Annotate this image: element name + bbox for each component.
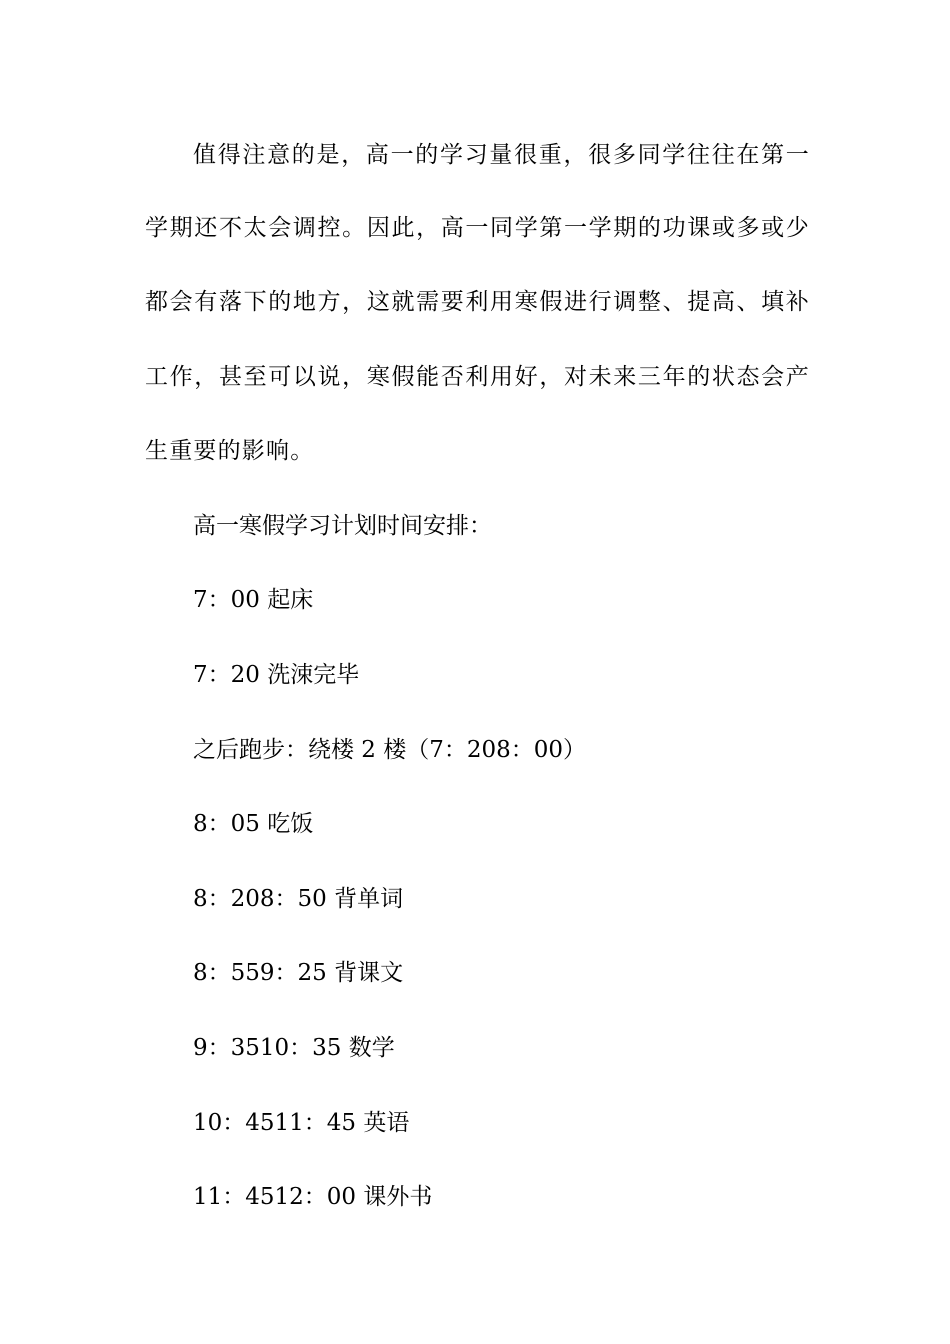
schedule-item: 10：4511：45 英语 bbox=[193, 1110, 410, 1136]
schedule-item: 7：00 起床 bbox=[193, 587, 314, 613]
paragraph-line-1: 值得注意的是，高一的学习量很重，很多同学往往在第一 bbox=[193, 142, 810, 168]
schedule-item: 11：4512：00 课外书 bbox=[193, 1184, 433, 1210]
paragraph-line-2: 学期还不太会调控。因此，高一同学第一学期的功课或多或少 bbox=[145, 215, 810, 241]
schedule-item: 8：208：50 背单词 bbox=[193, 886, 404, 912]
paragraph-line-4: 工作，甚至可以说，寒假能否利用好，对未来三年的状态会产 bbox=[145, 364, 810, 390]
schedule-item: 8：559：25 背课文 bbox=[193, 960, 404, 986]
schedule-heading: 高一寒假学习计划时间安排： bbox=[193, 513, 492, 539]
schedule-item: 之后跑步：绕楼 2 楼（7：208：00） bbox=[193, 737, 587, 763]
paragraph-line-5: 生重要的影响。 bbox=[145, 438, 315, 464]
schedule-item: 8：05 吃饭 bbox=[193, 811, 314, 837]
paragraph-line-3: 都会有落下的地方，这就需要利用寒假进行调整、提高、填补 bbox=[145, 289, 810, 315]
schedule-item: 9：3510：35 数学 bbox=[193, 1035, 395, 1061]
schedule-item: 7：20 洗涑完毕 bbox=[193, 662, 360, 688]
